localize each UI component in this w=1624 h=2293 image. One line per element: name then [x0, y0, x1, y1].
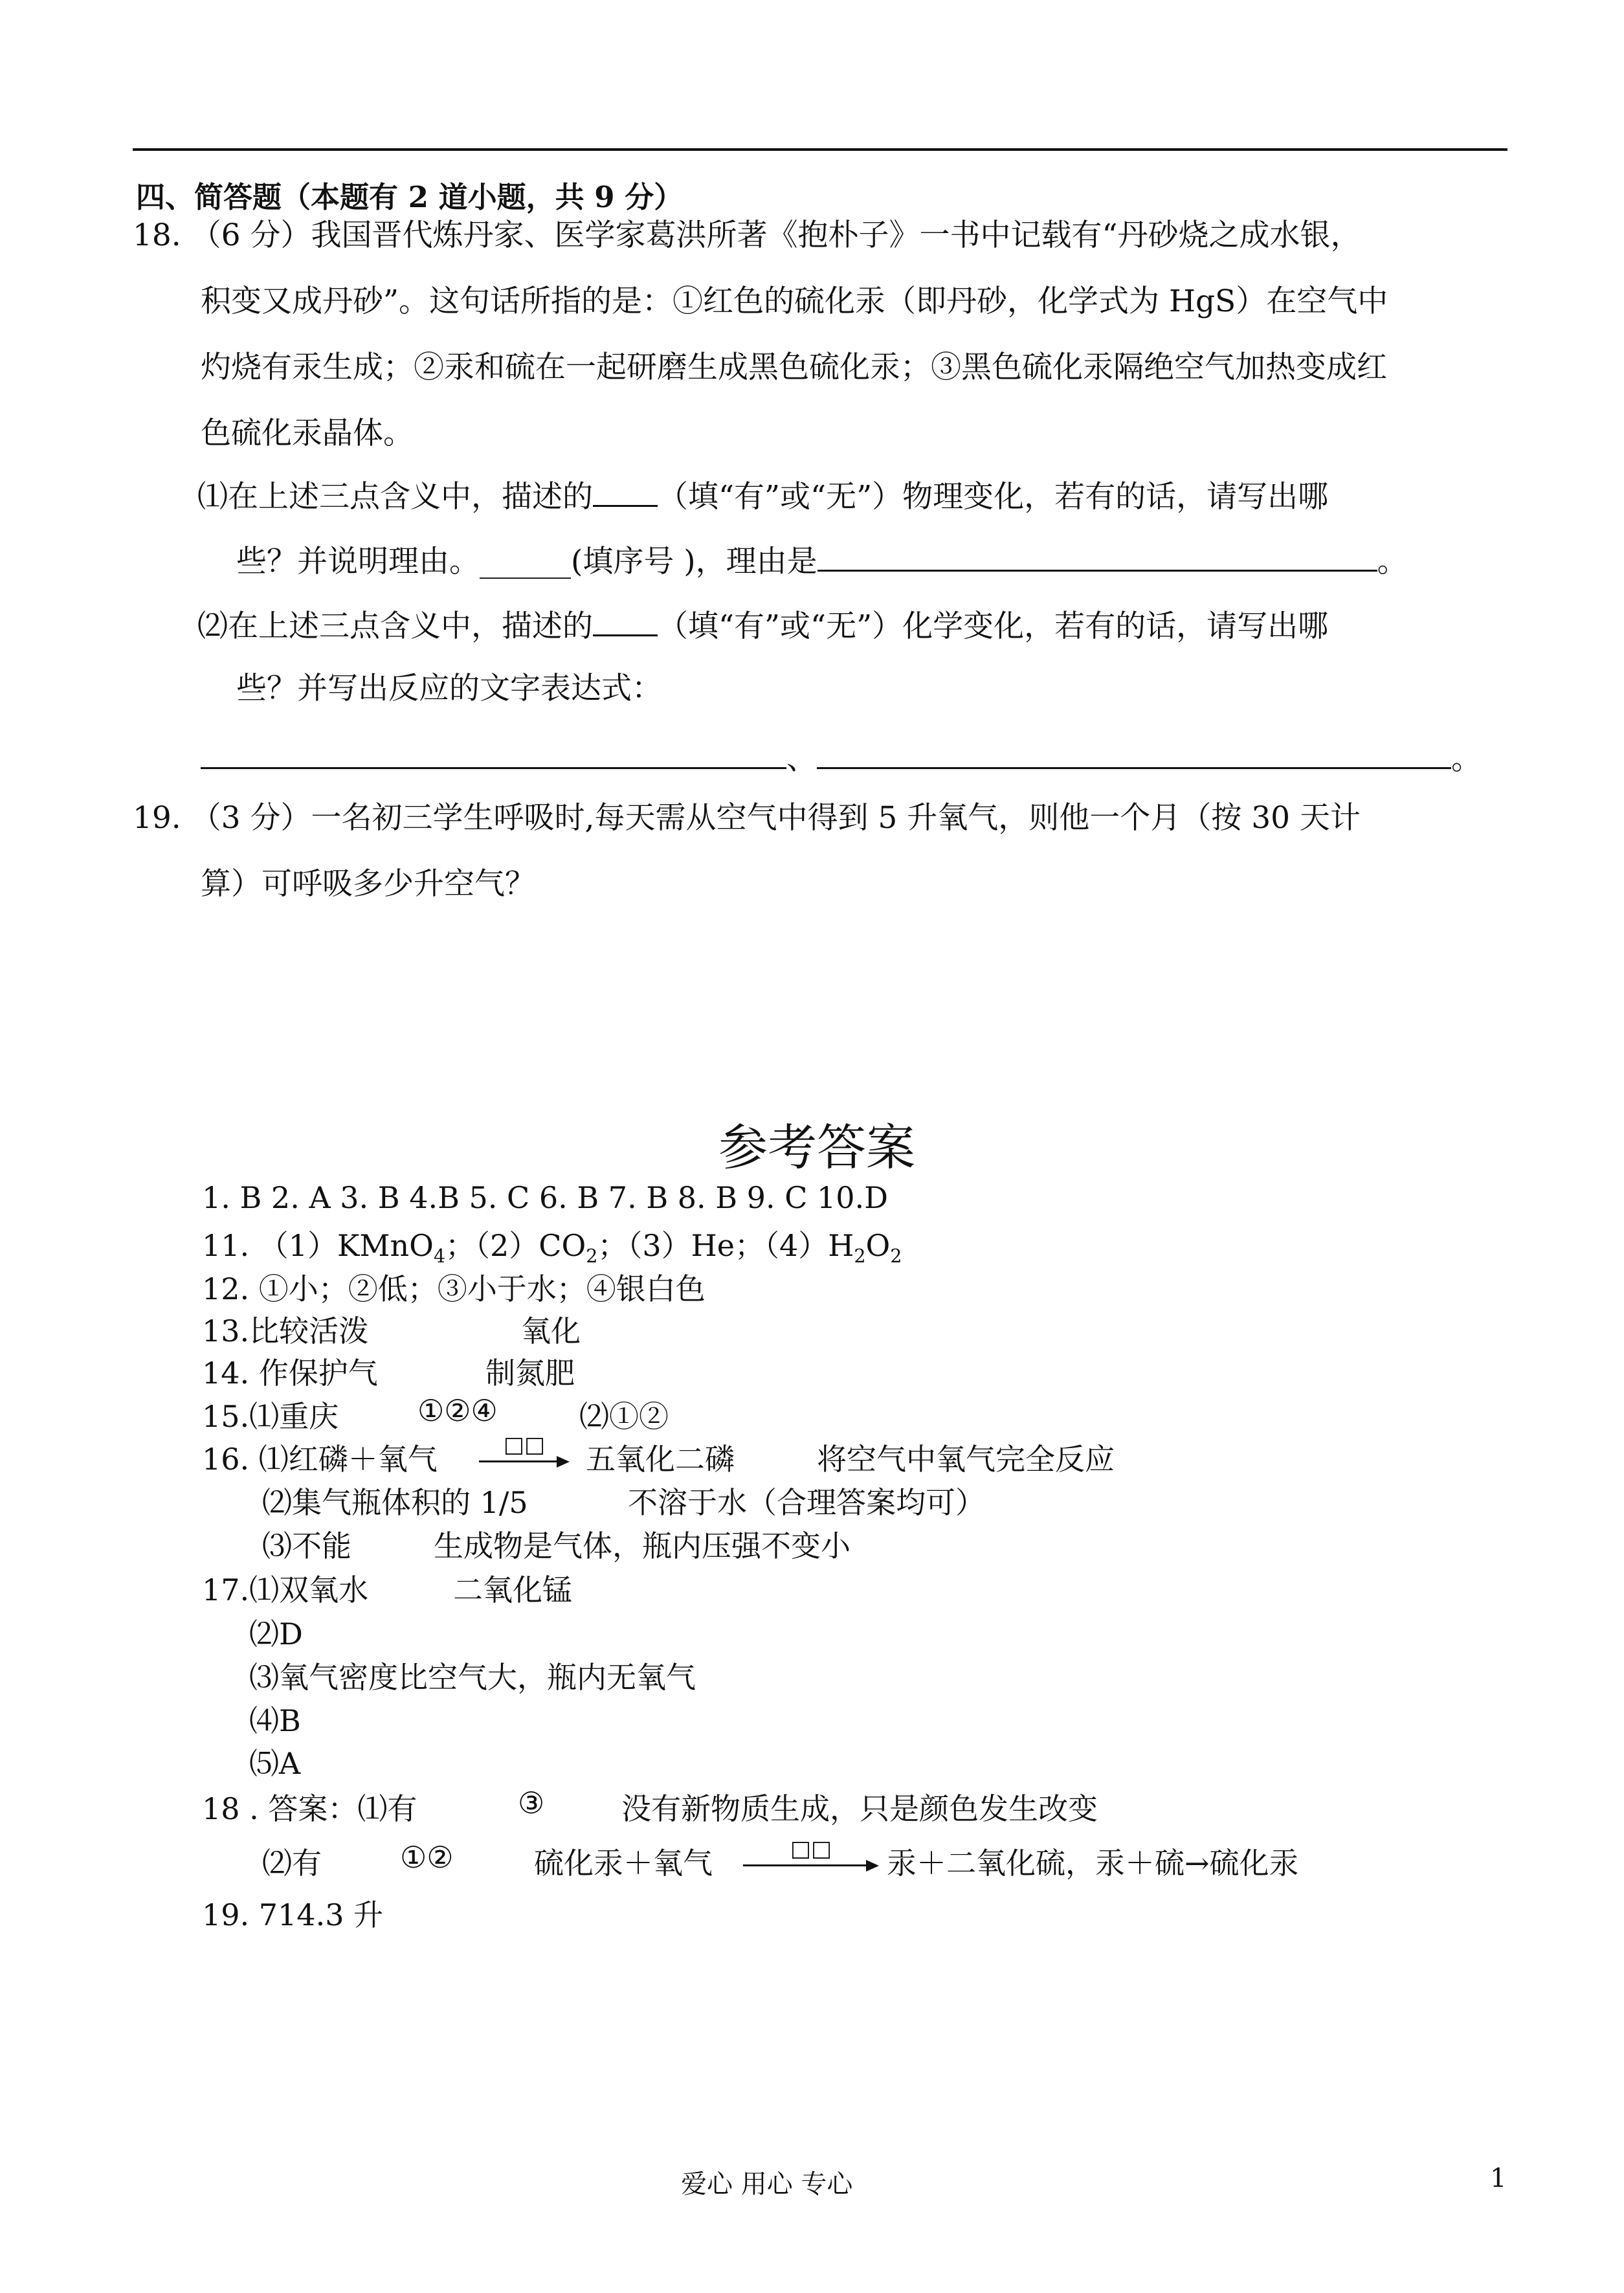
answer-17-4: ⑷B — [249, 1703, 301, 1738]
answer-17-3: ⑶氧气密度比空气大，瓶内无氧气 — [249, 1660, 696, 1695]
q18-part2-prefix: ⑵在上述三点含义中，描述的 — [197, 609, 593, 644]
q18-part1-line2-prefix: 些？并说明理由。 — [236, 544, 480, 579]
answer-17-5: ⑸A — [249, 1746, 301, 1781]
q18-line1: 18. （6 分）我国晋代炼丹家、医学家葛洪所著《抱朴子》一书中记载有“丹砂烧之成水银， — [133, 218, 1361, 253]
arrow-head-icon — [557, 1456, 570, 1468]
page-number: 1 — [1490, 2164, 1507, 2193]
q18-line2: 积变又成丹砂”。这句话所指的是：①红色的硫化汞（即丹砂，化学式为 HgS）在空气中 — [201, 284, 1388, 319]
answer-11-part-b: ；（2）CO — [445, 1228, 586, 1263]
reaction-condition-18: □□ — [790, 1836, 832, 1862]
footer-slogan: 爱心 用心 专心 — [681, 2169, 853, 2199]
answer-16-2b: 不溶于水（合理答案均可） — [628, 1485, 985, 1520]
answer-11 — [202, 1222, 902, 1267]
q19-line2: 算）可呼吸多少升空气？ — [201, 866, 535, 902]
q18-part2-blank-chemical[interactable] — [593, 609, 658, 636]
answer-19: 19. 714.3 升 — [202, 1897, 384, 1932]
reaction-arrow-16 — [479, 1432, 570, 1468]
q18-part1-reason-blank[interactable] — [818, 544, 1377, 572]
q18-part1-suffix: （填“有”或“无”）物理变化，若有的话，请写出哪 — [658, 479, 1329, 515]
answer-11-sub-3: 2 — [854, 1246, 866, 1268]
reaction-condition-16: □□ — [503, 1432, 546, 1458]
answer-18-1c: 没有新物质生成，只是颜色发生改变 — [621, 1791, 1098, 1826]
answer-17-2: ⑵D — [249, 1616, 303, 1651]
section-heading: 四、简答题（本题有 2 道小题，共 9 分） — [136, 180, 684, 214]
q18-equation-separator: 、 — [786, 741, 817, 777]
q19-line1: 19. （3 分）一名初三学生呼吸时,每天需从空气中得到 5 升氧气，则他一个月（按 30 天计 — [133, 800, 1361, 836]
answer-18-2d: 汞＋二氧化硫，汞＋硫→硫化汞 — [887, 1846, 1299, 1881]
answer-12: 12. ①小；②低；③小于水；④银白色 — [202, 1271, 706, 1306]
q18-part1-prefix: ⑴在上述三点含义中，描述的 — [197, 479, 593, 515]
q18-equation-blank-1[interactable] — [201, 741, 786, 769]
answer-17-1b: 二氧化锰 — [453, 1572, 572, 1607]
reaction-arrow-line — [743, 1864, 870, 1866]
answer-13-b: 氧化 — [521, 1314, 581, 1348]
answer-15-b: ①②④ — [417, 1393, 498, 1428]
reaction-arrow-line — [479, 1460, 561, 1462]
q18-part1-line2-mid: (填序号 )，理由是 — [571, 544, 818, 579]
answer-14-b: 制氮肥 — [485, 1356, 575, 1391]
answer-16-1b: 五氧化二磷 — [586, 1442, 735, 1477]
q18-part1-line1 — [197, 479, 1329, 515]
answer-18-2a: ⑵有 — [262, 1846, 322, 1881]
answer-11-part-c: ；（3）He；（4）H — [597, 1228, 854, 1263]
q18-line3: 灼烧有汞生成；②汞和硫在一起研磨生成黑色硫化汞；③黑色硫化汞隔绝空气加热变成红 — [201, 350, 1387, 385]
answer-13-a: 13.比较活泼 — [202, 1314, 369, 1348]
answer-18-2c: 硫化汞＋氧气 — [534, 1846, 713, 1881]
answer-11-sub-4: 2 — [890, 1246, 902, 1268]
reaction-arrow-18 — [743, 1836, 879, 1872]
answer-18-1a: 18 . 答案：⑴有 — [202, 1791, 417, 1826]
answer-16-1a: 16. ⑴红磷＋氧气 — [202, 1442, 438, 1477]
top-rule — [133, 148, 1507, 151]
q18-part2-line3 — [201, 741, 1482, 777]
answer-15-c: ⑵①② — [579, 1399, 669, 1434]
answer-18-1b: ③ — [518, 1785, 545, 1820]
q18-equation-blank-2[interactable] — [817, 741, 1451, 769]
q18-part1-blank-physical[interactable] — [593, 479, 658, 507]
q18-equation-end: 。 — [1451, 741, 1482, 777]
answer-17-1a: 17.⑴双氧水 — [202, 1572, 369, 1607]
answer-15-a: 15.⑴重庆 — [202, 1399, 339, 1434]
answer-16-3b: 生成物是气体，瓶内压强不变小 — [434, 1528, 851, 1563]
q18-part1-seq-blank[interactable]: ______ — [480, 544, 571, 579]
answers-title: 参考答案 — [718, 1119, 915, 1176]
answer-18-2b: ①② — [400, 1840, 454, 1875]
answer-16-2a: ⑵集气瓶体积的 1/5 — [262, 1485, 528, 1520]
q18-part1-line2 — [236, 544, 1408, 577]
q18-line4: 色硫化汞晶体。 — [201, 416, 414, 451]
q18-part1-line2-end: 。 — [1377, 544, 1408, 579]
answer-11-part-d: O — [865, 1228, 891, 1263]
answer-11-sub-2: 2 — [586, 1246, 598, 1268]
answers-1-10: 1. B 2. A 3. B 4.B 5. C 6. B 7. B 8. B 9. C 10.D — [202, 1180, 889, 1215]
q18-part2-suffix: （填“有”或“无”）化学变化，若有的话，请写出哪 — [658, 609, 1329, 644]
q18-part2-line2: 些？并写出反应的文字表达式： — [236, 671, 662, 706]
arrow-head-icon — [866, 1860, 879, 1872]
answer-11-part-a: 11. （1）KMnO — [202, 1228, 434, 1263]
q18-part2-line1 — [197, 609, 1328, 642]
answer-16-3a: ⑶不能 — [262, 1528, 351, 1563]
answer-11-sub-1: 4 — [433, 1246, 446, 1268]
answer-14-a: 14. 作保护气 — [202, 1356, 378, 1391]
answer-16-1c: 将空气中氧气完全反应 — [817, 1442, 1115, 1477]
